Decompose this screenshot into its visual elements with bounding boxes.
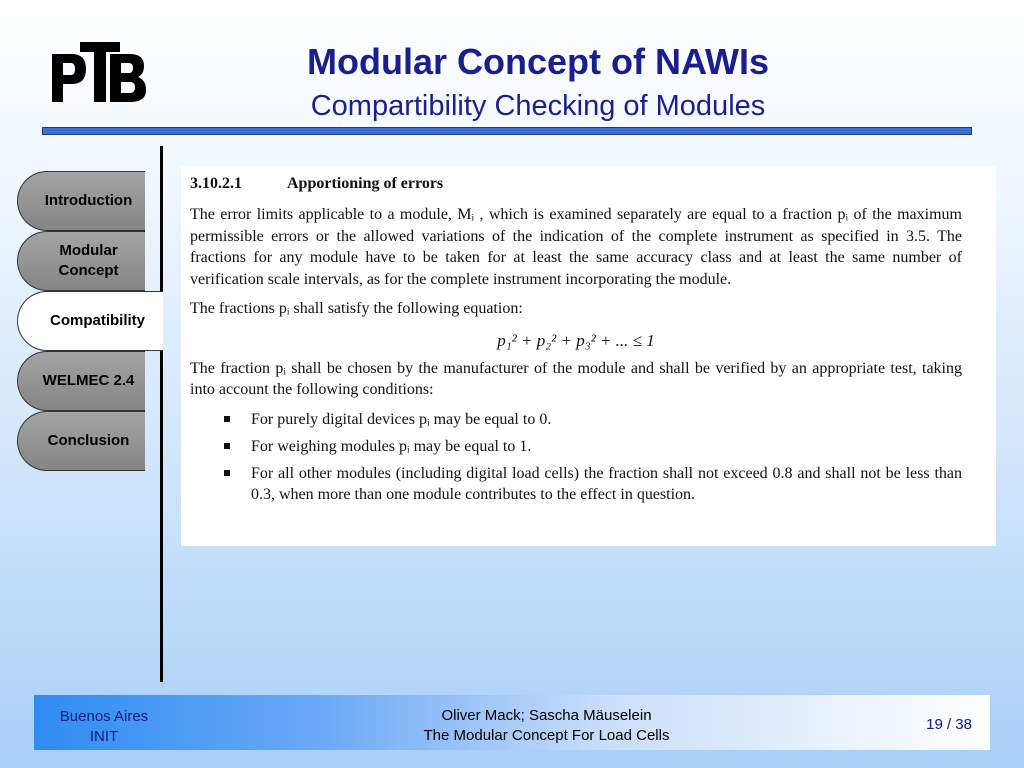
equation: p₁² + p₂² + p₃² + ... ≤ 1: [497, 330, 655, 350]
nav-tab-conclusion[interactable]: [17, 411, 145, 471]
document-excerpt: [181, 166, 996, 546]
nav-tab-modular-concept[interactable]: [17, 231, 145, 291]
page-number: 19 / 38: [926, 716, 972, 733]
nav-tab-introduction[interactable]: [17, 171, 145, 231]
nav-tab-label: Modular Concept: [58, 242, 119, 279]
header-divider: [42, 127, 972, 135]
conditions-list: [190, 409, 962, 505]
section-title: Apportioning of errors: [287, 175, 444, 192]
list-item: For all other modules (including digital load cells) the fraction shall not exceed 0.8 and shall not be less than 0.3, when more than one module contributes to the effect in question.: [190, 463, 962, 505]
nav-tab-label: Conclusion: [47, 432, 130, 449]
section-heading: [190, 174, 962, 194]
footer-bar: [34, 695, 990, 750]
paragraph-error-limits: The error limits applicable to a module, Mᵢ , which is examined separately are equal to a fraction pᵢ of the maximum permissible errors or the allowed variations of the indication of the complete instrument as specified in 3.5. The fractions for any module have to be taken for at least the same accuracy class and at least the same number of verification scale intervals, as for the complete instrument incorporating the module.: [190, 206, 962, 288]
nav-tab-label: WELMEC 2.4: [42, 372, 135, 389]
slide-subtitle: Compartibility Checking of Modules: [310, 90, 766, 122]
slide-title: Modular Concept of NAWIs: [307, 41, 769, 82]
paragraph-fractions: The fractions pᵢ shall satisfy the following equation:: [190, 300, 523, 317]
list-item: For purely digital devices pᵢ may be equal to 0.: [190, 409, 962, 430]
footer-authors: Oliver Mack; Sascha Mäuselein The Modular Concept For Load Cells: [423, 707, 670, 744]
paragraph-conditions: The fraction pᵢ shall be chosen by the manufacturer of the module and shall be verified by an appropriate test, taking into account the following conditions:: [190, 359, 962, 398]
footer-location: Buenos Aires INIT: [59, 708, 149, 745]
bullet-icon: [224, 443, 230, 449]
nav-tab-compatibility[interactable]: [17, 291, 163, 351]
bullet-icon: [224, 470, 230, 476]
nav-tab-label: Compatibility: [49, 312, 145, 329]
list-item: For weighing modules pᵢ may be equal to 1.: [190, 436, 962, 457]
vertical-divider: [160, 146, 163, 682]
bullet-icon: [224, 416, 230, 422]
nav-tab-label: Introduction: [44, 192, 133, 209]
nav-tab-welmec[interactable]: [17, 351, 145, 411]
section-number: 3.10.2.1: [190, 175, 242, 192]
